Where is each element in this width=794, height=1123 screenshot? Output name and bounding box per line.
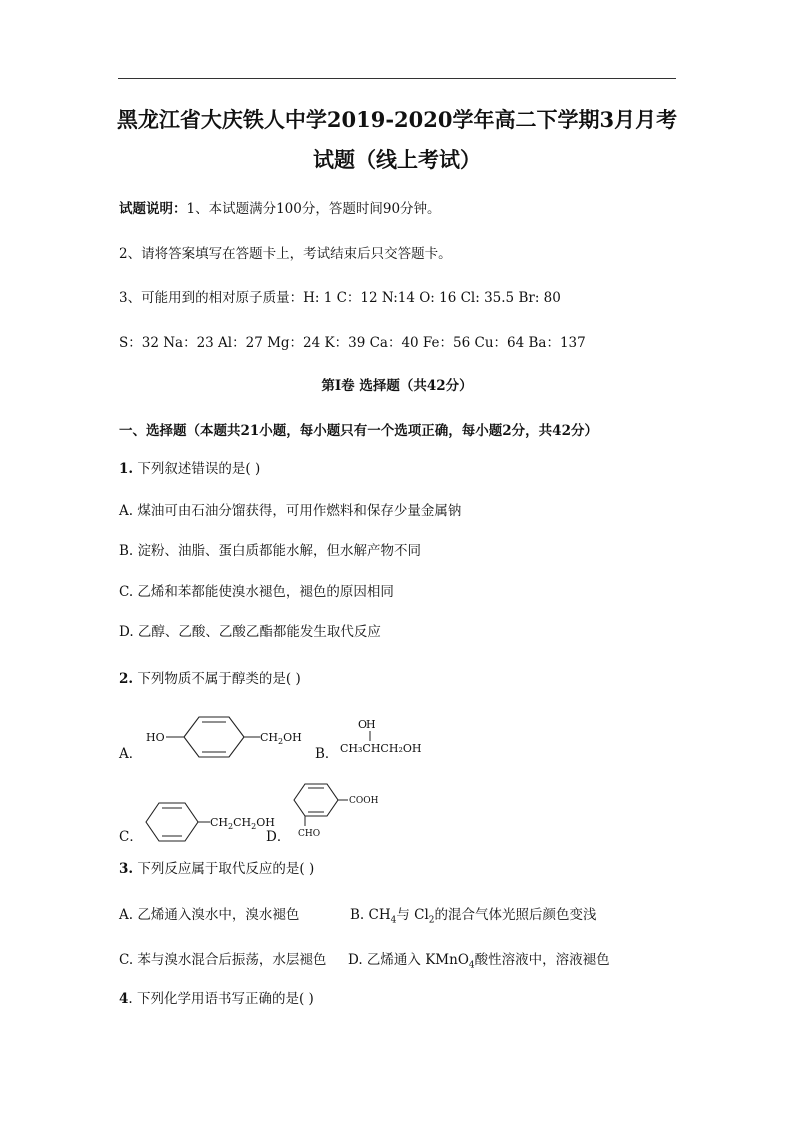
section-header: 一、选择题（本题共21小题，每小题只有一个选项正确，每小题2分，共42分） [119,423,598,439]
question-2-structure-d [288,780,398,842]
question-1-option-c: C. 乙烯和苯都能使溴水褪色，褪色的原因相同 [119,584,394,600]
header-rule [118,78,676,79]
question-2-option-c-label: C． [119,829,143,845]
question-2-option-d-label: D． [266,829,291,845]
question-2-structure-c [140,795,280,845]
question-3-option-d: D. 乙烯通入 KMnO$_4$酸性溶液中，溶液褪色 [348,952,610,971]
question-1-option-d: D. 乙醇、乙酸、乙酸乙酯都能发生取代反应 [119,624,381,640]
question-2-structure-a [140,712,310,762]
question-3-option-b: B. $CH_4$与 $Cl_2$的混合气体光照后颜色变浅 [350,907,597,926]
instructions-line4: S：32 Na：23 Al：27 Mg：24 K：39 Ca：40 Fe：56 Cu：64 Ba：137 [119,335,586,351]
svg-text:CH2OH: $CH_2OH$ [260,731,302,746]
svg-text:CHO: CHO [298,829,321,839]
question-1-stem: 1. 下列叙述错误的是( ) [119,461,261,477]
question-4-stem: 4. 下列化学用语书写正确的是( ) [119,991,314,1007]
question-3-option-c: C. 苯与溴水混合后振荡，水层褪色 [119,952,327,968]
svg-text:COOH: COOH [349,796,379,806]
instructions-line1: 试题说明：1、本试题满分100分，答题时间90分钟。 [119,201,441,217]
question-2-stem: 2. 下列物质不属于醇类的是( ) [119,671,301,687]
svg-text:CH2CH2OH: $CH_2CH_2OH$ [210,816,275,831]
svg-text:O: O [358,718,368,731]
svg-text:CH₃CHCH₂OH: CH₃CHCH₂OH [340,742,422,755]
question-1-option-a: A. 煤油可由石油分馏获得，可用作燃料和保存少量金属钠 [119,503,462,519]
instructions-line3: 3、可能用到的相对原子质量：H: 1 C：12 N:14 O: 16 Cl: 35.5 Br: 80 [119,290,561,306]
svg-text:HO: HO [146,731,165,744]
question-2-option-b-label: B． [315,746,339,762]
question-3-option-a: A. 乙烯通入溴水中，溴水褪色 [119,907,300,923]
instructions-label: 试题说明： [119,201,187,217]
page-title-line2: 试题（线上考试） [313,147,481,172]
question-1-option-b: B. 淀粉、油脂、蛋白质都能水解，但水解产物不同 [119,543,422,559]
question-2-option-a-label: A． [119,746,143,762]
svg-text:H: H [366,718,376,731]
instructions-line2: 2、请将答案填写在答题卡上，考试结束后只交答题卡。 [119,246,452,262]
question-3-stem: 3. 下列反应属于取代反应的是( ) [119,861,315,877]
part-header: 第Ⅰ卷 选择题（共42分） [321,378,473,394]
question-2-structure-b [338,712,448,762]
page-title-line1: 黑龙江省大庆铁人中学2019-2020学年高二下学期3月月考 [116,107,678,132]
